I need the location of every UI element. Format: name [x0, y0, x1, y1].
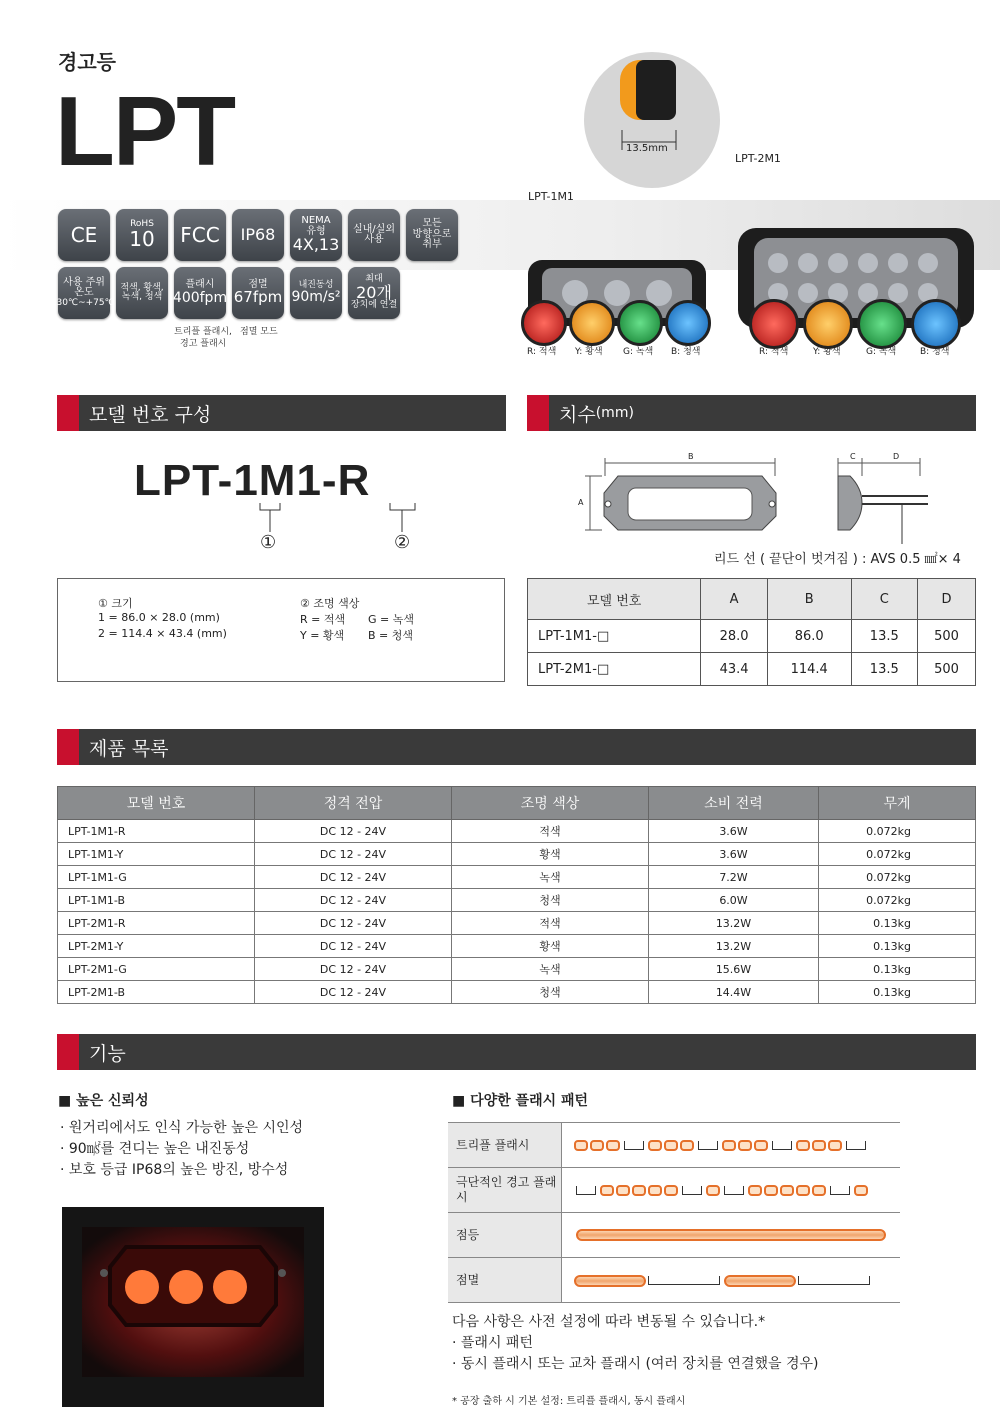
table-cell: 28.0	[701, 620, 768, 653]
table-row	[58, 981, 976, 1004]
table-cell: 6.0W	[649, 889, 819, 912]
table-cell: DC 12 - 24V	[255, 820, 452, 843]
swatch-label-amber-2m1: Y: 황색	[813, 347, 841, 357]
section-title: 기능	[89, 1042, 126, 1065]
table-cell: 0.072kg	[819, 843, 976, 866]
badge-colors: 적색, 황색, 녹색, 청색	[116, 267, 168, 319]
table-cell: LPT-2M1-□	[528, 653, 701, 686]
section-product-list	[57, 729, 976, 765]
list-item: · 원거리에서도 인식 가능한 높은 시인성	[60, 1120, 304, 1136]
swatch-label-green-2m1: G: 녹색	[866, 347, 897, 357]
pattern-label-blink: 점멸	[448, 1258, 562, 1303]
section-title: 제품 목록	[89, 737, 169, 760]
table-cell: 7.2W	[649, 866, 819, 889]
badge-note-blink: 점멸 모드	[240, 327, 278, 337]
swatch-label-amber-1m1: Y: 황색	[575, 347, 603, 357]
table-cell: LPT-1M1-R	[58, 820, 255, 843]
reliability-list	[60, 1118, 303, 1181]
product-table	[57, 786, 976, 1004]
table-header: B	[767, 579, 851, 620]
model-marker-2: ②	[394, 532, 411, 553]
table-row	[58, 843, 976, 866]
table-header-row	[528, 579, 976, 620]
list-item: · 보호 등급 IP68의 높은 방진, 방수성	[60, 1162, 289, 1178]
dimension-table	[527, 578, 976, 686]
table-cell: 13.2W	[649, 935, 819, 958]
dim-label-b: B	[688, 452, 694, 461]
pattern-label-steady: 점등	[448, 1213, 562, 1258]
product-title: LPT	[55, 76, 235, 186]
table-cell: LPT-1M1-Y	[58, 843, 255, 866]
table-header: C	[851, 579, 918, 620]
swatch-amber-1m1	[569, 300, 615, 346]
swatch-label-blue-2m1: B: 청색	[920, 347, 950, 357]
table-cell: LPT-1M1-□	[528, 620, 701, 653]
pattern-title: ■ 다양한 플래시 패턴	[452, 1093, 589, 1109]
detail-dimension-label: 13.5mm	[626, 143, 668, 154]
swatch-blue-1m1	[665, 300, 711, 346]
table-row	[58, 935, 976, 958]
badge-max-units: 최대 20개 장치에 연결	[348, 267, 400, 319]
flash-pattern-table	[448, 1122, 900, 1303]
table-row	[58, 912, 976, 935]
table-header: 모델 번호	[528, 579, 701, 620]
table-cell: 3.6W	[649, 820, 819, 843]
table-row	[448, 1168, 900, 1213]
table-cell: 청색	[452, 981, 649, 1004]
table-cell: 0.13kg	[819, 981, 976, 1004]
table-row	[528, 620, 976, 653]
table-cell: 114.4	[767, 653, 851, 686]
table-cell: LPT-2M1-R	[58, 912, 255, 935]
section-accent	[57, 729, 79, 765]
footnote: * 공장 출하 시 기본 설정: 트리플 플래시, 동시 플래시	[452, 1396, 686, 1407]
model-marker-1: ①	[260, 532, 277, 553]
dim-label-d: D	[893, 452, 900, 461]
table-cell: LPT-1M1-G	[58, 866, 255, 889]
swatch-label-red-2m1: R: 적색	[759, 347, 789, 357]
note-line: · 플래시 패턴	[452, 1335, 533, 1351]
badge-ce: CE	[58, 209, 110, 261]
table-cell: 청색	[452, 889, 649, 912]
table-cell: 3.6W	[649, 843, 819, 866]
table-header: 정격 전압	[255, 787, 452, 820]
table-cell: LPT-2M1-B	[58, 981, 255, 1004]
table-header: A	[701, 579, 768, 620]
color-line-r: R = 적색	[300, 613, 346, 626]
table-cell: LPT-2M1-G	[58, 958, 255, 981]
table-cell: 86.0	[767, 620, 851, 653]
badge-note-flash: 트리플 플래시,	[174, 327, 232, 337]
swatch-label-red-1m1: R: 적색	[527, 347, 557, 357]
badge-flash-rate: 플래시 400fpm	[174, 267, 226, 319]
swatch-label-blue-1m1: B: 청색	[671, 347, 701, 357]
color-line-b: B = 청색	[368, 629, 414, 642]
note-line: · 동시 플래시 또는 교차 플래시 (여러 장치를 연결했을 경우)	[452, 1356, 819, 1372]
size-line-1: 1 = 86.0 × 28.0 (mm)	[98, 611, 220, 624]
table-cell: 0.072kg	[819, 866, 976, 889]
table-cell: 적색	[452, 912, 649, 935]
table-cell: 13.2W	[649, 912, 819, 935]
table-cell: 500	[918, 653, 976, 686]
badge-ip68: IP68	[232, 209, 284, 261]
table-row	[448, 1213, 900, 1258]
swatch-red-2m1	[749, 299, 799, 349]
badge-rohs: RoHS 10	[116, 209, 168, 261]
section-model-number	[57, 395, 506, 431]
table-cell: LPT-1M1-B	[58, 889, 255, 912]
section-accent	[57, 395, 79, 431]
swatch-amber-2m1	[803, 299, 853, 349]
size-line-2: 2 = 114.4 × 43.4 (mm)	[98, 627, 227, 640]
section-accent	[527, 395, 549, 431]
dimension-drawing	[570, 448, 950, 548]
table-cell: 0.13kg	[819, 935, 976, 958]
section-features	[57, 1034, 976, 1070]
model-legend-box	[57, 578, 505, 682]
swatch-green-2m1	[857, 299, 907, 349]
lead-wire-note: 리드 선 ( 끝단이 벗겨짐 ) : AVS 0.5 ㎟× 4	[714, 552, 961, 567]
badge-indoor-outdoor: 실내/실외 사용	[348, 209, 400, 261]
table-row	[448, 1123, 900, 1168]
table-cell: 15.6W	[649, 958, 819, 981]
section-accent	[57, 1034, 79, 1070]
table-cell: 0.13kg	[819, 912, 976, 935]
table-cell: DC 12 - 24V	[255, 935, 452, 958]
table-header: 소비 전력	[649, 787, 819, 820]
table-cell: 녹색	[452, 866, 649, 889]
table-cell: 적색	[452, 820, 649, 843]
color-line-y: Y = 황색	[300, 629, 345, 642]
table-cell: 43.4	[701, 653, 768, 686]
category-title: 경고등	[58, 50, 116, 74]
table-row	[58, 889, 976, 912]
table-header: 조명 색상	[452, 787, 649, 820]
note-line: 다음 사항은 사전 설정에 따라 변동될 수 있습니다.*	[452, 1314, 766, 1330]
feature-notes	[452, 1312, 818, 1375]
table-row	[58, 958, 976, 981]
table-header-row	[58, 787, 976, 820]
pattern-triple-visual	[562, 1123, 901, 1168]
table-row	[58, 820, 976, 843]
badge-mount-any: 모든 방향으로 취부	[406, 209, 458, 261]
table-cell: DC 12 - 24V	[255, 981, 452, 1004]
table-row	[528, 653, 976, 686]
model-code: LPT-1M1-R	[134, 456, 371, 505]
color-title: ② 조명 색상	[300, 597, 360, 610]
table-cell: 황색	[452, 843, 649, 866]
badge-temperature: 사용 주위 온도 -30℃~+75℃	[58, 267, 110, 319]
table-cell: DC 12 - 24V	[255, 912, 452, 935]
dim-label-a: A	[578, 498, 584, 507]
table-cell: DC 12 - 24V	[255, 889, 452, 912]
section-title: 모델 번호 구성	[89, 403, 212, 426]
table-row	[58, 866, 976, 889]
table-cell: 0.072kg	[819, 889, 976, 912]
section-dimensions	[527, 395, 976, 431]
table-cell: DC 12 - 24V	[255, 866, 452, 889]
table-cell: 13.5	[851, 653, 918, 686]
table-cell: 0.13kg	[819, 958, 976, 981]
swatch-blue-2m1	[911, 299, 961, 349]
size-title: ① 크기	[98, 597, 133, 610]
pattern-blink-visual	[562, 1258, 901, 1303]
dim-label-c: C	[850, 452, 856, 461]
table-cell: 0.072kg	[819, 820, 976, 843]
lamp-1m1-label: LPT-1M1	[528, 190, 574, 203]
badge-blink-rate: 점멸 67fpm	[232, 267, 284, 319]
table-cell: 500	[918, 620, 976, 653]
reliability-title: ■ 높은 신뢰성	[58, 1093, 149, 1109]
lamp-photo	[62, 1207, 324, 1407]
swatch-label-green-1m1: G: 녹색	[623, 347, 654, 357]
swatch-red-1m1	[521, 300, 567, 346]
table-cell: 13.5	[851, 620, 918, 653]
swatch-green-1m1	[617, 300, 663, 346]
badge-vibration: 내진동성 90m/s²	[290, 267, 342, 319]
list-item: · 90㎨를 견디는 높은 내진동성	[60, 1141, 250, 1157]
table-cell: 녹색	[452, 958, 649, 981]
section-title: 치수	[559, 403, 596, 426]
table-header: 모델 번호	[58, 787, 255, 820]
table-cell: DC 12 - 24V	[255, 958, 452, 981]
table-cell: LPT-2M1-Y	[58, 935, 255, 958]
table-cell: DC 12 - 24V	[255, 843, 452, 866]
table-cell: 14.4W	[649, 981, 819, 1004]
color-line-g: G = 녹색	[368, 613, 414, 626]
table-header: D	[918, 579, 976, 620]
pattern-label-extreme: 극단적인 경고 플래시	[448, 1168, 562, 1213]
table-row	[448, 1258, 900, 1303]
pattern-label-triple: 트리플 플래시	[448, 1123, 562, 1168]
section-unit: (mm)	[595, 405, 634, 421]
pattern-extreme-visual	[562, 1168, 901, 1213]
badge-fcc: FCC	[174, 209, 226, 261]
lamp-2m1-label: LPT-2M1	[735, 152, 781, 165]
table-header: 무게	[819, 787, 976, 820]
badge-nema: NEMA 유형 4X,13	[290, 209, 342, 261]
table-cell: 황색	[452, 935, 649, 958]
badge-note-flash-2: 경고 플래시	[180, 339, 227, 349]
pattern-steady-visual	[562, 1213, 901, 1258]
